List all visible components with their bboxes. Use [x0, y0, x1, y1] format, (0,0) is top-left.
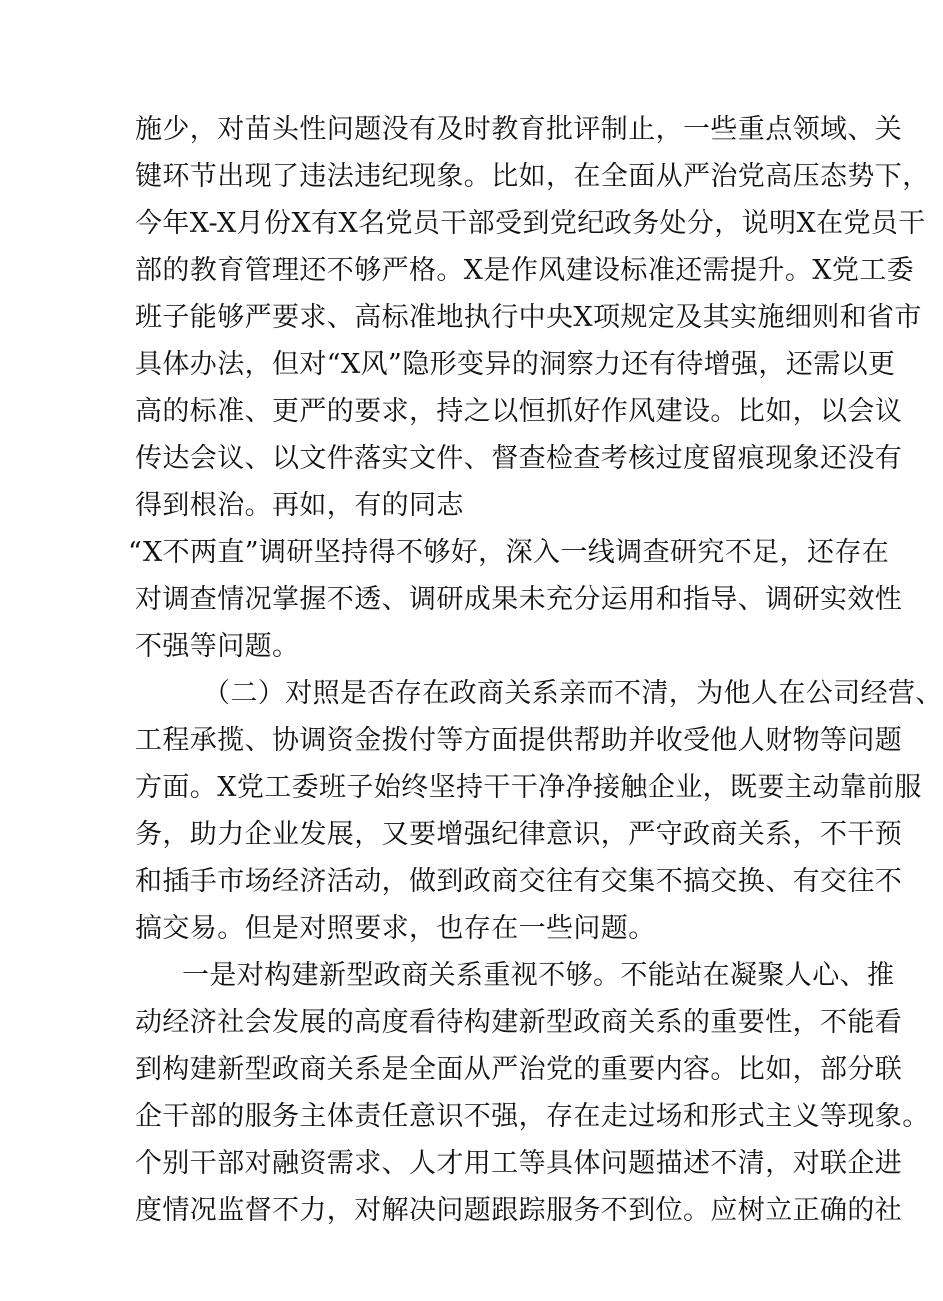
text-line: 部的教育管理还不够严格。X是作风建设标准还需提升。X党工委 — [135, 255, 915, 286]
text-line: 不强等问题。 — [135, 631, 300, 662]
text-line: 键环节出现了违法违纪现象。比如，在全面从严治党高压态势下， — [135, 161, 930, 192]
text-line: 务，助力企业发展，又要增强纪律意识，严守政商关系，不干预 — [135, 819, 903, 850]
text-line: 具体办法，但对“X风”隐形变异的洞察力还有待增强，还需以更 — [135, 349, 896, 380]
text-line: 班子能够严要求、高标准地执行中央X项规定及其实施细则和省市 — [135, 302, 922, 333]
paragraph-start-line: 一是对构建新型政商关系重视不够。不能站在凝聚人心、推 — [182, 960, 895, 991]
text-line: 和插手市场经济活动，做到政商交往有交集不搞交换、有交往不 — [135, 866, 903, 897]
text-line: “X不两直”调研坚持得不够好，深入一线调查研究不足，还存在 — [128, 537, 890, 568]
section-heading-line: （二）对照是否存在政商关系亲而不清，为他人在公司经营、 — [203, 678, 943, 709]
text-line: 动经济社会发展的高度看待构建新型政商关系的重要性，不能看 — [135, 1007, 903, 1038]
text-line: 施少，对苗头性问题没有及时教育批评制止，一些重点领域、关 — [135, 114, 903, 145]
text-line: 个别干部对融资需求、人才用工等具体问题描述不清，对联企进 — [135, 1148, 903, 1179]
text-line: 今年X-X月份X有X名党员干部受到党纪政务处分，说明X在党员干 — [135, 208, 926, 239]
text-line: 度情况监督不力，对解决问题跟踪服务不到位。应树立正确的社 — [135, 1195, 903, 1226]
text-line: 企干部的服务主体责任意识不强，存在走过场和形式主义等现象。 — [135, 1101, 930, 1132]
text-line: 到构建新型政商关系是全面从严治党的重要内容。比如，部分联 — [135, 1054, 903, 1085]
text-line: 方面。X党工委班子始终坚持干干净净接触企业，既要主动靠前服 — [135, 772, 922, 803]
text-line: 得到根治。再如，有的同志 — [135, 490, 464, 521]
text-line: 工程承揽、协调资金拨付等方面提供帮助并收受他人财物等问题 — [135, 725, 903, 756]
text-line: 传达会议、以文件落实文件、督查检查考核过度留痕现象还没有 — [135, 443, 903, 474]
text-line: 对调查情况掌握不透、调研成果未充分运用和指导、调研实效性 — [135, 584, 903, 615]
text-line: 高的标准、更严的要求，持之以恒抓好作风建设。比如，以会议 — [135, 396, 903, 427]
text-line: 搞交易。但是对照要求，也存在一些问题。 — [135, 913, 656, 944]
